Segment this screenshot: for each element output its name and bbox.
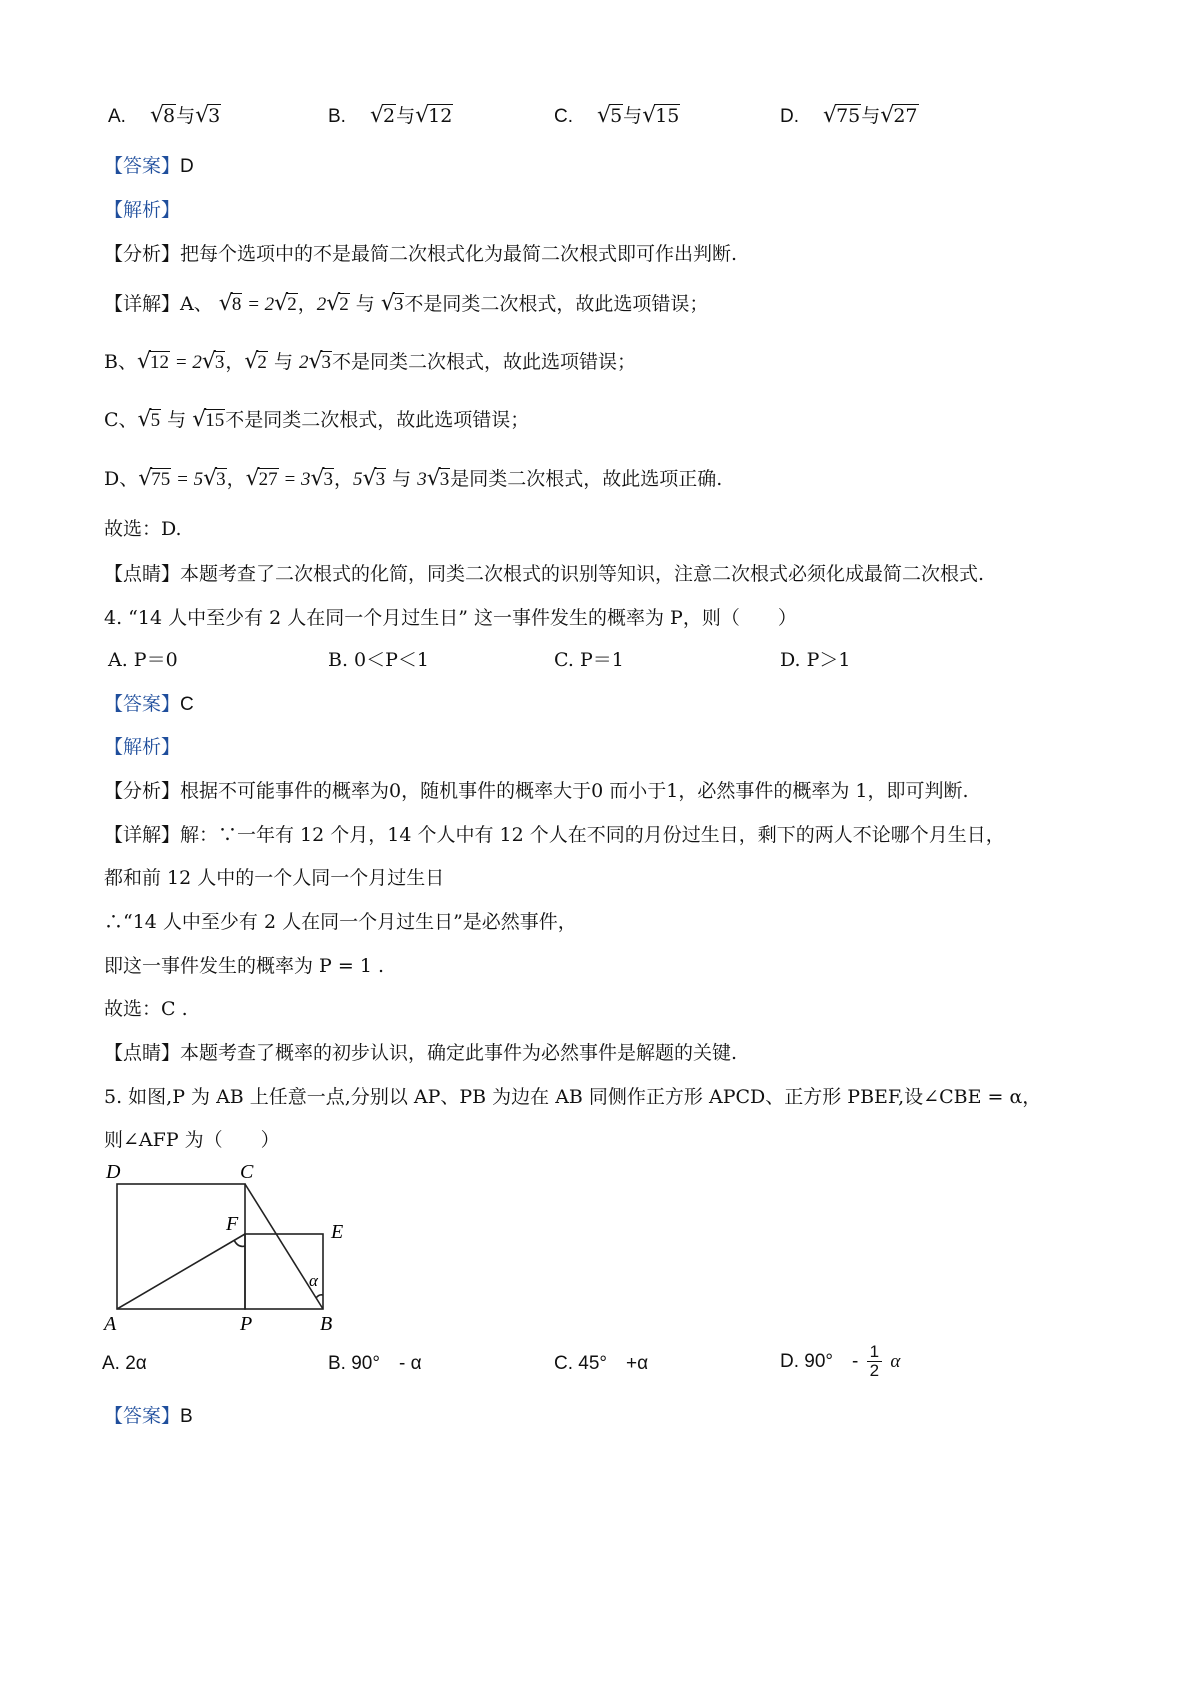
- choose-text: 故选：D.: [104, 518, 182, 540]
- q4-choose: [104, 995, 188, 1023]
- q4-option-c: [554, 646, 624, 674]
- q5-answer-line: [104, 1402, 193, 1431]
- question-stem: 5. 如图,P 为 AB 上任意一点,分别以 AP、PB 为边在 AB 同侧作正方形 APCD、正方形 PBEF,设∠CBE = α，: [104, 1086, 1042, 1108]
- q3-xiangjie-b: B、√12 = 2√3，√2 与 2√3不是同类二次根式，故此选项错误；: [104, 349, 637, 374]
- connector-text: 与: [392, 468, 412, 490]
- xiangjie-text: 解：∵一年有 12 个月，14 个人中有 12 个人在不同的月份过生日，剩下的两人不论哪个月生日，: [180, 824, 1005, 846]
- option-text: C. 45° +α: [554, 1353, 649, 1374]
- conclusion-text: 不是同类二次根式，故此选项错误；: [404, 293, 709, 315]
- q5-stem-2: [104, 1126, 280, 1154]
- option-label: B.: [328, 106, 346, 127]
- angle-arc-afp: [234, 1240, 245, 1246]
- q3-analysis-tag: [104, 196, 180, 224]
- connector-text: 与: [273, 351, 293, 373]
- fenxi-tag: 【分析】: [104, 243, 181, 265]
- connector-text: 与: [861, 105, 881, 127]
- connector-text: 与: [396, 105, 416, 127]
- connector-text: 与: [355, 293, 375, 315]
- q4-xiangjie-3: [104, 908, 577, 936]
- option-text: B. 90° - α: [328, 1353, 422, 1374]
- q3-xiangjie-d: D、√75 = 5√3，√27 = 3√3，5√3 与 3√3是同类二次根式，故此选项正确.: [104, 466, 723, 491]
- square-apcd: [117, 1184, 245, 1309]
- q4-dianjing: [104, 1039, 737, 1067]
- xiangjie-text: ∴“14 人中至少有 2 人在同一个月过生日”是必然事件，: [104, 911, 577, 933]
- option-label: A.: [108, 106, 126, 127]
- q3-option-c: [554, 102, 680, 131]
- label-alpha: α: [309, 1271, 318, 1290]
- item-prefix: D、: [104, 468, 139, 490]
- q3-option-a: [108, 102, 221, 131]
- conclusion-text: 不是同类二次根式，故此选项错误；: [332, 351, 637, 373]
- answer-value: C: [180, 694, 194, 715]
- fenxi-tag: 【分析】: [104, 780, 181, 802]
- item-prefix: B、: [104, 351, 137, 373]
- q3-fenxi-line: [104, 240, 737, 268]
- conclusion-text: 是同类二次根式，故此选项正确.: [450, 468, 723, 490]
- option-label: D.: [780, 106, 799, 127]
- q3-answer-line: [104, 152, 194, 181]
- connector-text: 与: [623, 105, 643, 127]
- q4-answer-line: [104, 690, 194, 719]
- connector-text: 与: [167, 409, 187, 431]
- item-prefix: C、: [104, 409, 138, 431]
- q4-option-d: [780, 646, 851, 674]
- radicand: 5: [610, 105, 623, 127]
- sqrt-expression: √2: [370, 103, 396, 128]
- radicand: 8: [163, 105, 176, 127]
- answer-tag: 【答案】: [104, 155, 181, 177]
- answer-value: D: [180, 156, 194, 177]
- q3-xiangjie-c: C、√5 与 √15不是同类二次根式，故此选项错误；: [104, 407, 530, 432]
- label-d: D: [106, 1161, 121, 1183]
- answer-tag: 【答案】: [104, 1405, 181, 1427]
- radicand: 12: [428, 105, 453, 127]
- q4-option-a: [108, 646, 178, 674]
- fraction-denominator: 2: [869, 1361, 880, 1381]
- xiangjie-text: 都和前 12 人中的一个人同一个月过生日: [104, 867, 445, 889]
- xiangjie-tag: 【详解】: [104, 293, 181, 315]
- radicand: 75: [836, 105, 861, 127]
- dianjing-text: 本题考查了概率的初步认识，确定此事件为必然事件是解题的关键.: [180, 1042, 738, 1064]
- conclusion-text: 不是同类二次根式，故此选项错误；: [225, 409, 530, 431]
- answer-tag: 【答案】: [104, 693, 181, 715]
- fraction-numerator: 1: [867, 1343, 882, 1362]
- q3-choose: [104, 515, 182, 543]
- sqrt-expression: √75: [823, 103, 861, 128]
- question-stem: 4. “14 人中至少有 2 人在同一个月过生日” 这一事件发生的概率为 P，则（ ）: [104, 607, 797, 629]
- analysis-tag: 【解析】: [104, 736, 181, 758]
- q3-xiangjie-a: 【详解】A、 √8 = 2√2，2√2 与 √3不是同类二次根式，故此选项错误；: [104, 291, 709, 316]
- radicand: 15: [655, 105, 680, 127]
- label-c: C: [240, 1161, 254, 1183]
- question-stem: 则∠AFP 为（ ）: [104, 1129, 280, 1151]
- option-text: D. 90° -: [780, 1351, 859, 1372]
- xiangjie-text: 即这一事件发生的概率为 P = 1 .: [104, 955, 384, 977]
- q4-analysis-tag: [104, 733, 180, 761]
- option-text: C. P＝1: [554, 649, 624, 671]
- label-f: F: [226, 1213, 239, 1235]
- sqrt-expression: √5: [597, 103, 623, 128]
- dianjing-text: 本题考查了二次根式的化简，同类二次根式的识别等知识，注意二次根式必须化成最简二次根式.: [180, 563, 985, 585]
- q4-option-b: [328, 646, 429, 674]
- dianjing-tag: 【点睛】: [104, 1042, 181, 1064]
- xiangjie-tag: 【详解】: [104, 824, 181, 846]
- q4-fenxi-line: [104, 777, 969, 805]
- choose-text: 故选：C .: [104, 998, 188, 1020]
- fenxi-text: 根据不可能事件的概率为0，随机事件的概率大于0 而小于1，必然事件的概率为 1，即可判断.: [180, 780, 969, 802]
- q3-dianjing: [104, 560, 984, 588]
- radicand: 27: [893, 105, 918, 127]
- radicand: 2: [383, 105, 396, 127]
- option-label: C.: [554, 106, 573, 127]
- q3-option-b: [328, 102, 453, 131]
- label-a: A: [104, 1313, 117, 1335]
- fenxi-text: 把每个选项中的不是最简二次根式化为最简二次根式即可作出判断.: [180, 243, 738, 265]
- sqrt-expression: √27: [880, 103, 918, 128]
- item-prefix: A、: [180, 293, 213, 315]
- analysis-tag: 【解析】: [104, 199, 181, 221]
- option-text: B. 0＜P＜1: [328, 649, 430, 671]
- label-e: E: [331, 1221, 344, 1243]
- sqrt-expression: √15: [642, 103, 680, 128]
- q5-stem-1: [104, 1083, 1041, 1111]
- q4-xiangjie-4: [104, 952, 384, 980]
- connector-text: 与: [176, 105, 196, 127]
- q5-option-c: [554, 1350, 648, 1378]
- sqrt-expression: √12: [415, 103, 453, 128]
- sqrt-expression: √8: [150, 103, 176, 128]
- label-p: P: [240, 1313, 253, 1335]
- segment-cb: [245, 1184, 323, 1309]
- dianjing-tag: 【点睛】: [104, 563, 181, 585]
- q4-stem: [104, 604, 797, 632]
- option-text: A. 2α: [102, 1353, 147, 1374]
- segment-af: [117, 1234, 245, 1309]
- q4-xiangjie-1: [104, 821, 1005, 849]
- answer-value: B: [180, 1406, 193, 1427]
- sqrt-expression: √3: [195, 103, 221, 128]
- option-text: A. P＝0: [108, 649, 178, 671]
- q3-option-d: [780, 102, 919, 131]
- fraction-one-half: [867, 1343, 882, 1380]
- q5-option-b: [328, 1350, 422, 1378]
- option-text: D. P＞1: [780, 649, 851, 671]
- alpha-symbol: α: [890, 1351, 901, 1372]
- angle-arc-cbe: [316, 1295, 323, 1298]
- q5-option-d: [780, 1338, 900, 1386]
- label-b: B: [320, 1313, 333, 1335]
- q4-xiangjie-2: [104, 864, 444, 892]
- geometry-figure: [100, 1158, 360, 1338]
- radicand: 3: [208, 105, 221, 127]
- q5-option-a: [102, 1350, 147, 1378]
